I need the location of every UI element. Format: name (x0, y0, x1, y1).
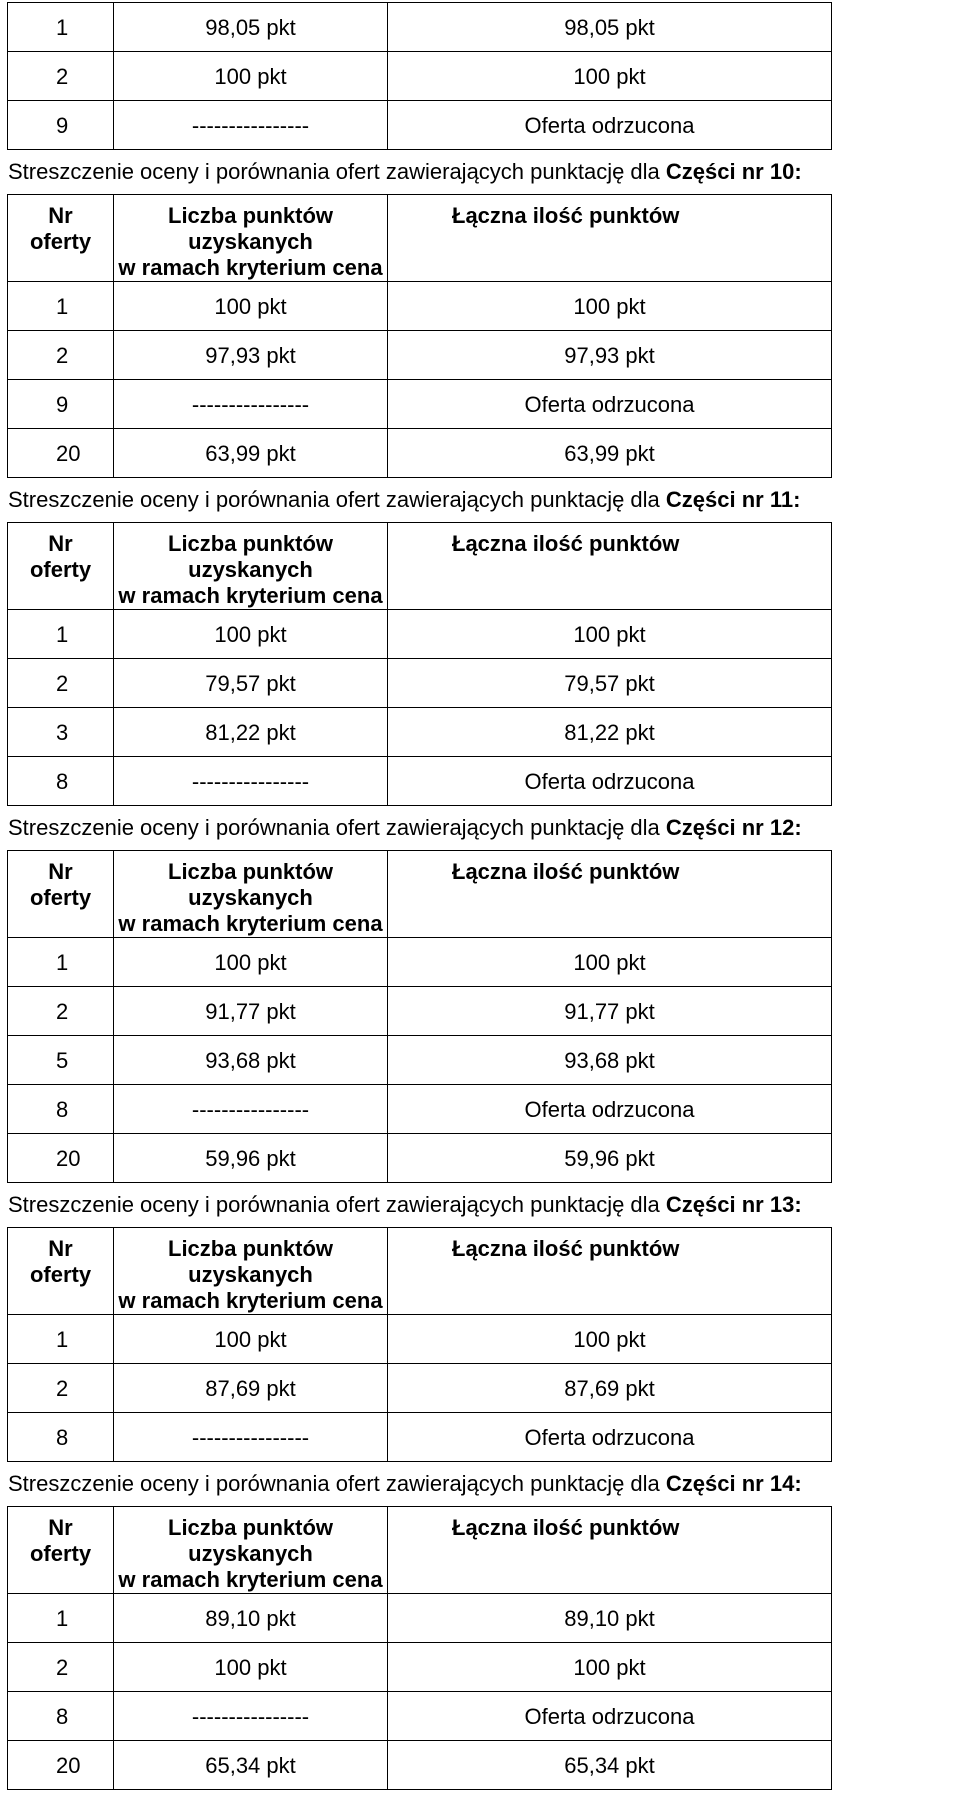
total-points: Oferta odrzucona (388, 1413, 832, 1462)
header-label: Liczba punktów uzyskanych (168, 1236, 333, 1287)
price-points: 81,22 pkt (114, 708, 388, 757)
offer-number: 2 (8, 52, 114, 101)
price-points: ---------------- (114, 101, 388, 150)
table-row (8, 610, 832, 659)
table-row (8, 331, 832, 380)
header-label: Łączna ilość punktów (452, 859, 680, 884)
header-label: Nr (48, 1236, 73, 1261)
offer-number: 8 (8, 757, 114, 806)
price-points: 100 pkt (114, 1315, 388, 1364)
header-label: Nr (48, 1515, 73, 1540)
caption-text: Streszczenie oceny i porównania ofert zawierających punktację dla (8, 159, 660, 184)
price-points: 93,68 pkt (114, 1036, 388, 1085)
table-row (8, 708, 832, 757)
total-points: 59,96 pkt (388, 1134, 832, 1183)
price-points: ---------------- (114, 1692, 388, 1741)
score-table (7, 1506, 832, 1790)
header-offer-number (8, 1507, 114, 1594)
offer-number: 9 (8, 380, 114, 429)
caption-part: Części nr 10: (665, 159, 802, 184)
total-points: Oferta odrzucona (388, 380, 832, 429)
offer-number: 1 (8, 1594, 114, 1643)
table-row (8, 429, 832, 478)
total-points: 63,99 pkt (388, 429, 832, 478)
price-points: 98,05 pkt (114, 3, 388, 52)
header-label: Liczba punktów uzyskanych (168, 1515, 333, 1566)
header-price-points (114, 1228, 388, 1315)
price-points: ---------------- (114, 1085, 388, 1134)
table-row (8, 1036, 832, 1085)
table-row (8, 659, 832, 708)
table-row (8, 1315, 832, 1364)
total-points: 100 pkt (388, 938, 832, 987)
header-total-points (388, 195, 832, 282)
price-points: 97,93 pkt (114, 331, 388, 380)
offer-number: 2 (8, 1364, 114, 1413)
total-points: 100 pkt (388, 1315, 832, 1364)
header-label: w ramach kryterium cena (118, 1288, 383, 1313)
header-label: Nr (48, 531, 73, 556)
total-points: 87,69 pkt (388, 1364, 832, 1413)
header-label: Łączna ilość punktów (452, 531, 680, 556)
table-row (8, 1085, 832, 1134)
header-label: Łączna ilość punktów (452, 1236, 680, 1261)
caption-part: Części nr 12: (665, 815, 802, 840)
header-offer-number (8, 523, 114, 610)
table-row (8, 282, 832, 331)
table-header-row (8, 1228, 832, 1315)
header-label: w ramach kryterium cena (118, 255, 383, 280)
header-label: Łączna ilość punktów (452, 203, 680, 228)
caption-text: Streszczenie oceny i porównania ofert zawierających punktację dla (8, 815, 660, 840)
table-row (8, 1134, 832, 1183)
table-row (8, 1643, 832, 1692)
offer-number: 5 (8, 1036, 114, 1085)
table-header-row (8, 523, 832, 610)
offer-number: 1 (8, 610, 114, 659)
header-total-points (388, 851, 832, 938)
header-label: oferty (29, 1262, 92, 1287)
total-points: 89,10 pkt (388, 1594, 832, 1643)
score-table (7, 194, 832, 478)
header-label: Liczba punktów uzyskanych (168, 203, 333, 254)
header-label: w ramach kryterium cena (118, 911, 383, 936)
header-price-points (114, 523, 388, 610)
price-points: 89,10 pkt (114, 1594, 388, 1643)
table-row (8, 1692, 832, 1741)
caption-part: Części nr 13: (665, 1192, 802, 1217)
total-points: 98,05 pkt (388, 3, 832, 52)
offer-number: 20 (8, 429, 114, 478)
header-total-points (388, 1507, 832, 1594)
total-points: Oferta odrzucona (388, 1085, 832, 1134)
table-row (8, 101, 832, 150)
total-points: 100 pkt (388, 282, 832, 331)
caption-part: Części nr 11: (665, 487, 801, 512)
header-price-points (114, 195, 388, 282)
table-row (8, 380, 832, 429)
price-points: 100 pkt (114, 52, 388, 101)
table-header-row (8, 1507, 832, 1594)
table-row (8, 938, 832, 987)
header-label: w ramach kryterium cena (118, 583, 383, 608)
section-caption (0, 806, 960, 850)
section-caption (0, 1462, 960, 1506)
document (0, 2, 960, 1790)
price-points: ---------------- (114, 757, 388, 806)
total-points: 79,57 pkt (388, 659, 832, 708)
offer-number: 8 (8, 1692, 114, 1741)
offer-number: 1 (8, 282, 114, 331)
caption-part: Części nr 14: (665, 1471, 802, 1496)
offer-number: 2 (8, 1643, 114, 1692)
total-points: 100 pkt (388, 610, 832, 659)
price-points: 100 pkt (114, 610, 388, 659)
offer-number: 2 (8, 331, 114, 380)
header-total-points (388, 1228, 832, 1315)
price-points: 87,69 pkt (114, 1364, 388, 1413)
price-points: 63,99 pkt (114, 429, 388, 478)
header-label: oferty (29, 885, 92, 910)
table-row (8, 1741, 832, 1790)
section-caption (0, 1183, 960, 1227)
score-table (7, 1227, 832, 1462)
price-points: 79,57 pkt (114, 659, 388, 708)
header-offer-number (8, 851, 114, 938)
price-points: 65,34 pkt (114, 1741, 388, 1790)
caption-text: Streszczenie oceny i porównania ofert zawierających punktację dla (8, 1471, 660, 1496)
price-points: 91,77 pkt (114, 987, 388, 1036)
header-label: w ramach kryterium cena (118, 1567, 383, 1592)
header-price-points (114, 1507, 388, 1594)
offer-number: 2 (8, 659, 114, 708)
header-label: oferty (29, 557, 92, 582)
table-header-row (8, 851, 832, 938)
table-header-row (8, 195, 832, 282)
caption-text: Streszczenie oceny i porównania ofert zawierających punktację dla (8, 1192, 660, 1217)
header-offer-number (8, 1228, 114, 1315)
total-points: Oferta odrzucona (388, 757, 832, 806)
offer-number: 2 (8, 987, 114, 1036)
table-row (8, 757, 832, 806)
offer-number: 8 (8, 1413, 114, 1462)
table-row (8, 52, 832, 101)
score-table (7, 2, 832, 150)
total-points: 100 pkt (388, 52, 832, 101)
offer-number: 20 (8, 1134, 114, 1183)
header-label: Nr (48, 859, 73, 884)
total-points: 91,77 pkt (388, 987, 832, 1036)
offer-number: 20 (8, 1741, 114, 1790)
offer-number: 1 (8, 938, 114, 987)
total-points: 81,22 pkt (388, 708, 832, 757)
price-points: 100 pkt (114, 1643, 388, 1692)
total-points: Oferta odrzucona (388, 101, 832, 150)
section-caption (0, 478, 960, 522)
score-table (7, 522, 832, 806)
total-points: 65,34 pkt (388, 1741, 832, 1790)
offer-number: 8 (8, 1085, 114, 1134)
total-points: Oferta odrzucona (388, 1692, 832, 1741)
total-points: 97,93 pkt (388, 331, 832, 380)
section-caption (0, 150, 960, 194)
score-table (7, 850, 832, 1183)
header-label: Łączna ilość punktów (452, 1515, 680, 1540)
offer-number: 3 (8, 708, 114, 757)
header-label: Nr (48, 203, 73, 228)
price-points: ---------------- (114, 1413, 388, 1462)
table-row (8, 987, 832, 1036)
header-total-points (388, 523, 832, 610)
offer-number: 1 (8, 3, 114, 52)
offer-number: 1 (8, 1315, 114, 1364)
table-row (8, 1413, 832, 1462)
price-points: 100 pkt (114, 282, 388, 331)
header-label: oferty (29, 229, 92, 254)
price-points: ---------------- (114, 380, 388, 429)
table-row (8, 1364, 832, 1413)
total-points: 93,68 pkt (388, 1036, 832, 1085)
header-label: oferty (29, 1541, 92, 1566)
table-row (8, 3, 832, 52)
price-points: 100 pkt (114, 938, 388, 987)
offer-number: 9 (8, 101, 114, 150)
total-points: 100 pkt (388, 1643, 832, 1692)
header-label: Liczba punktów uzyskanych (168, 859, 333, 910)
header-offer-number (8, 195, 114, 282)
caption-text: Streszczenie oceny i porównania ofert zawierających punktację dla (8, 487, 660, 512)
header-price-points (114, 851, 388, 938)
header-label: Liczba punktów uzyskanych (168, 531, 333, 582)
table-row (8, 1594, 832, 1643)
price-points: 59,96 pkt (114, 1134, 388, 1183)
